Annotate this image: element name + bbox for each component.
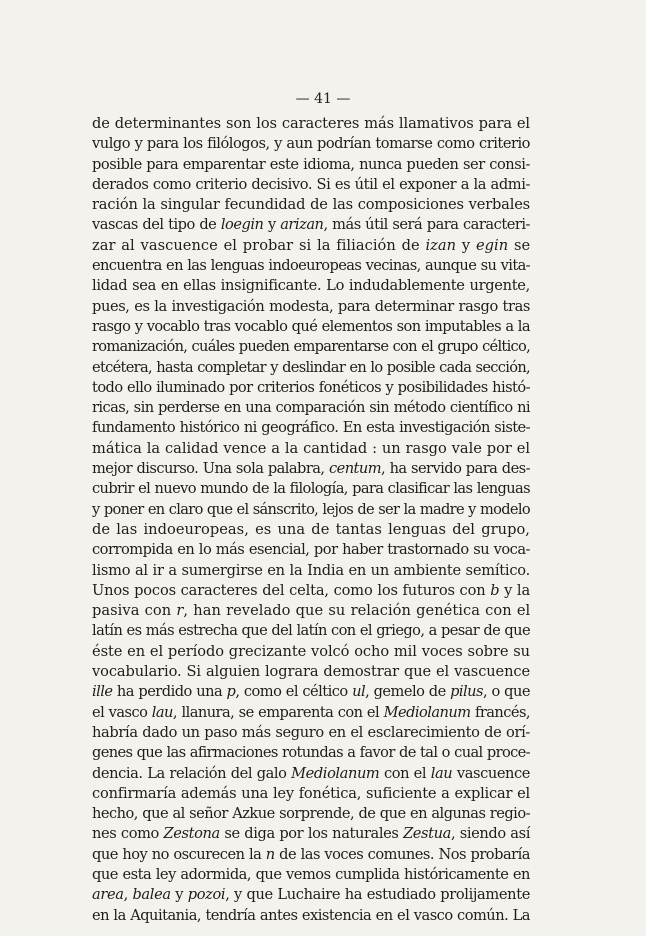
- text-line: [92, 337, 530, 357]
- text-line: [92, 561, 530, 581]
- italic-term: centum: [328, 460, 382, 478]
- text-segment: en la Aquitania, tendría antes existencia en el vasco común. La: [92, 906, 530, 924]
- italic-term: Mediolanum: [291, 764, 380, 782]
- body-text: [92, 114, 530, 926]
- italic-term: area: [92, 886, 124, 904]
- text-segment: que esta ley adormida, que vemos cumplida históricamente en: [92, 865, 530, 883]
- text-line: [92, 784, 530, 804]
- text-line: [92, 317, 530, 337]
- text-segment: corrompida en lo más esencial, por haber trastornado su voca-: [92, 541, 530, 559]
- text-segment: pues, es la investigación modesta, para determinar rasgo tras: [92, 297, 530, 315]
- text-segment: y: [456, 236, 476, 254]
- text-segment: habría dado un paso más seguro en el esclarecimiento de orí-: [92, 723, 530, 741]
- text-line: [92, 581, 530, 601]
- text-line: [92, 621, 530, 641]
- text-line: [92, 215, 530, 235]
- text-segment: fundamento histórico ni geográfico. En esta investigación siste-: [92, 419, 530, 437]
- text-segment: cubrir el nuevo mundo de la filología, para clasificar las lenguas: [92, 480, 530, 498]
- text-line: [92, 358, 530, 378]
- text-segment: , llanura, se emparenta con el: [172, 703, 384, 721]
- italic-term: lau: [430, 764, 453, 782]
- italic-term: b: [490, 581, 500, 599]
- text-segment: , más útil será para caracteri-: [323, 216, 531, 234]
- text-line: [92, 398, 530, 418]
- italic-term: Zestona: [163, 825, 220, 843]
- text-line: [92, 662, 530, 682]
- text-line: [92, 418, 530, 438]
- text-segment: dencia. La relación del galo: [92, 764, 292, 782]
- text-segment: rasgo y vocablo tras vocablo qué elementos son imputables a la: [92, 317, 530, 335]
- text-line: [92, 824, 530, 844]
- text-line: [92, 479, 530, 499]
- italic-term: n: [265, 845, 275, 863]
- text-segment: francés,: [470, 703, 530, 721]
- text-segment: y: [263, 216, 281, 234]
- text-segment: y: [170, 886, 188, 904]
- text-line: [92, 114, 530, 134]
- text-segment: que hoy no oscurecen la: [92, 845, 266, 863]
- text-segment: lidad sea en ellas insignificante. Lo indudablemente urgente,: [92, 277, 530, 295]
- text-line: [92, 520, 530, 540]
- italic-term: balea: [132, 886, 171, 904]
- text-line: [92, 764, 530, 784]
- italic-term: pilus: [450, 683, 484, 701]
- italic-term: arizan: [280, 216, 324, 234]
- text-line: [92, 276, 530, 296]
- text-segment: de las indoeuropeas, es una de tantas lenguas del grupo,: [92, 520, 530, 538]
- text-segment: ricas, sin perderse en una comparación sin método científico ni: [92, 399, 530, 417]
- italic-term: ul: [352, 683, 366, 701]
- text-segment: lismo al ir a sumergirse en la India en un ambiente semítico.: [92, 561, 530, 579]
- text-segment: vulgo y para los filólogos, y aun podrían tomarse como criterio: [92, 135, 530, 153]
- text-line: [92, 155, 530, 175]
- text-line: [92, 134, 530, 154]
- text-line: [92, 236, 530, 256]
- text-segment: genes que las afirmaciones rotundas a favor de tal o cual proce-: [92, 744, 530, 762]
- text-line: [92, 297, 530, 317]
- text-line: [92, 195, 530, 215]
- text-line: [92, 682, 530, 702]
- text-line: [92, 256, 530, 276]
- text-segment: vascuence: [452, 764, 531, 782]
- text-segment: ,: [123, 886, 133, 904]
- italic-term: r: [176, 602, 184, 620]
- italic-term: ille: [92, 683, 113, 701]
- text-segment: derados como criterio decisivo. Si es útil el exponer a la admi-: [92, 175, 530, 193]
- page-number: — 41 —: [295, 91, 351, 107]
- text-segment: éste en el período grecizante volcó ocho mil voces sobre su: [92, 642, 530, 660]
- text-segment: latín es más estrecha que del latín con el griego, a pesar de que: [92, 622, 530, 640]
- text-segment: encuentra en las lenguas indoeuropeas vecinas, aunque su vita-: [92, 257, 530, 275]
- text-line: [92, 500, 530, 520]
- text-segment: mejor discurso. Una sola palabra,: [92, 460, 329, 478]
- italic-term: pozoi: [187, 886, 226, 904]
- italic-term: izan: [425, 236, 457, 254]
- text-line: [92, 885, 530, 905]
- italic-term: p: [226, 683, 236, 701]
- text-segment: nes como: [92, 825, 164, 843]
- italic-term: lau: [151, 703, 173, 721]
- text-segment: el vasco: [92, 703, 152, 721]
- text-line: [92, 642, 530, 662]
- text-segment: y poner en claro que el sánscrito, lejos de ser la madre y modelo: [92, 500, 530, 518]
- text-segment: todo ello iluminado por criterios fonéticos y posibilidades histó-: [92, 378, 530, 396]
- text-segment: pasiva con: [92, 602, 177, 620]
- text-segment: se: [508, 236, 531, 254]
- text-segment: posible para emparentar este idioma, nunca pueden ser consi-: [92, 155, 530, 173]
- text-line: [92, 743, 530, 763]
- text-segment: , gemelo de: [365, 683, 451, 701]
- text-segment: de las voces comunes. Nos probaría: [274, 845, 530, 863]
- text-segment: mática la calidad vence a la cantidad : un rasgo vale por el: [92, 439, 530, 457]
- text-segment: vocabulario. Si alguien lograra demostrar que el vascuence: [92, 663, 530, 681]
- text-line: [92, 378, 530, 398]
- italic-term: egin: [475, 236, 509, 254]
- text-segment: , o que: [483, 683, 530, 701]
- text-line: [92, 459, 530, 479]
- italic-term: Zestua: [403, 825, 451, 843]
- text-segment: hecho, que al señor Azkue sorprende, de que en algunas regio-: [92, 805, 530, 823]
- text-line: [92, 845, 530, 865]
- text-segment: , siendo así: [450, 825, 530, 843]
- text-line: [92, 703, 530, 723]
- text-segment: de determinantes son los caracteres más llamativos para el: [92, 115, 530, 132]
- text-segment: vascas del tipo de: [92, 216, 221, 234]
- text-line: [92, 906, 530, 926]
- text-segment: ración la singular fecundidad de las composiciones verbales: [92, 196, 530, 214]
- italic-term: Mediolanum: [383, 703, 471, 721]
- text-segment: confirmaría además una ley fonética, suficiente a explicar el: [92, 784, 530, 802]
- text-segment: ha perdido una: [112, 683, 227, 701]
- text-segment: , y que Luchaire ha estudiado prolijamente: [225, 886, 530, 904]
- text-line: [92, 804, 530, 824]
- text-line: [92, 439, 530, 459]
- text-segment: Unos pocos caracteres del celta, como los futuros con: [92, 581, 491, 599]
- text-segment: , han revelado que su relación genética con el: [183, 602, 531, 620]
- text-segment: con el: [379, 764, 431, 782]
- text-segment: , como el céltico: [235, 683, 353, 701]
- text-segment: romanización, cuáles pueden emparentarse con el grupo céltico,: [92, 338, 530, 356]
- text-segment: y la: [499, 581, 531, 599]
- text-line: [92, 175, 530, 195]
- text-line: [92, 723, 530, 743]
- text-segment: , ha servido para des-: [381, 460, 530, 478]
- italic-term: loegin: [220, 216, 264, 234]
- text-line: [92, 540, 530, 560]
- text-segment: se diga por los naturales: [219, 825, 404, 843]
- text-line: [92, 865, 530, 885]
- text-segment: etcétera, hasta completar y deslindar en lo posible cada sección,: [92, 358, 530, 376]
- text-segment: zar al vascuence el probar si la filiación de: [92, 236, 426, 254]
- text-line: [92, 601, 530, 621]
